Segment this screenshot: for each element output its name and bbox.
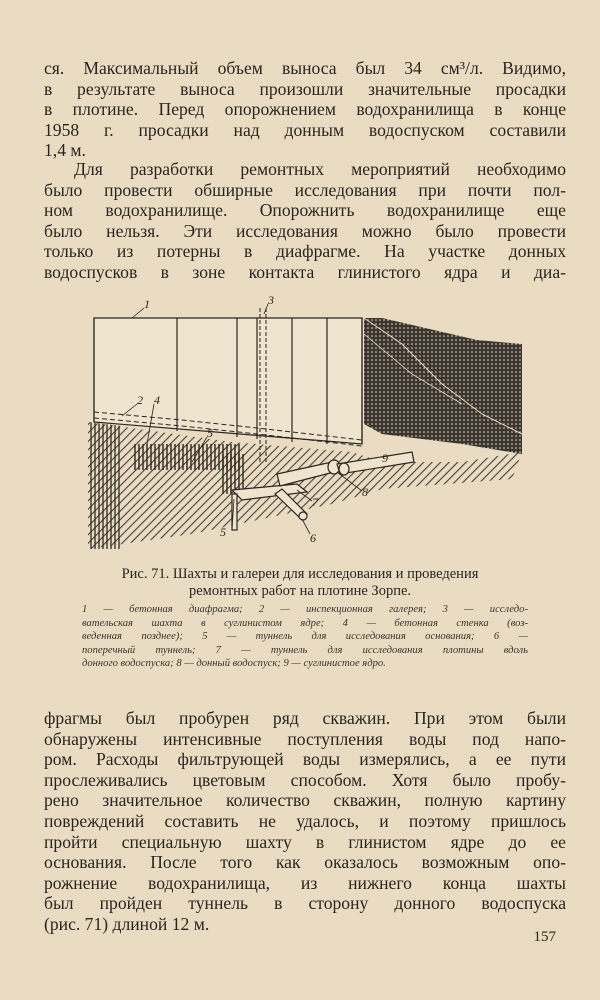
label-7: 7: [312, 495, 318, 509]
text-line: (рис. 71) длиной 12 м.: [44, 913, 210, 934]
label-1: 1: [144, 297, 150, 311]
text-line: Для разработки ремонтных мероприятий необходимо: [74, 159, 566, 179]
text-line: пройти специальную шахту в глинистом ядре до ее: [44, 831, 566, 852]
text-line: фрагмы был пробурен ряд скважин. При этом были: [44, 708, 566, 728]
label-3: 3: [268, 294, 274, 307]
text-line: рожнение водохранилища, из нижнего конца шахты: [44, 872, 566, 893]
figure-caption-title: [80, 566, 520, 600]
concrete-diaphragm: [94, 318, 362, 444]
text-line: прослеживались цветовым способом. Хотя было пробу-: [44, 769, 566, 790]
text-line: ром. Расходы фильтрующей воды измерялись, а ее пути: [44, 749, 566, 770]
caption-line: Рис. 71. Шахты и галереи для исследования и проведения: [121, 566, 479, 582]
label-4: 4: [154, 393, 160, 407]
clay-core: [364, 318, 522, 454]
paragraph-2: [44, 159, 566, 283]
text-line: ся. Максимальный объем выноса был 34 см³/л. Видимо,: [44, 58, 566, 78]
text-line: водоспусков в зоне контакта глинистого ядра и диа-: [44, 261, 566, 282]
text-line: в плотине. Перед опорожнением водохранилища в конце: [44, 99, 566, 120]
text-line: только из потерны в диафрагме. На участке донных: [44, 241, 566, 262]
label-5b: 5: [220, 525, 226, 539]
legend-line: вательская шахта в суглинистом ядре; 4 — бетонная стенка (воз-: [82, 617, 528, 629]
label-8: 8: [362, 485, 368, 499]
legend-line: веденная позднее); 5 — туннель для исследования основания; 6 —: [82, 631, 528, 643]
label-2: 2: [137, 393, 143, 407]
paragraph-1: [44, 58, 566, 161]
text-line: обнаружены интенсивные поступления воды под напо-: [44, 728, 566, 749]
paragraph-3: [44, 708, 566, 935]
text-line: было провести обширные исследования при почти пол-: [44, 179, 566, 200]
label-9: 9: [382, 451, 388, 465]
legend-line: донного водоспуска; 8 — донный водоспуск; 9 — суглинистое ядро.: [82, 658, 386, 670]
dam-figure-71: [82, 294, 532, 554]
page-number: 157: [533, 929, 556, 945]
text-line: повреждений составить не удалось, и поэтому пришлось: [44, 810, 566, 831]
text-line: был пройден туннель в сторону донного водоспуска: [44, 893, 566, 914]
text-line: рено значительное количество скважин, полную картину: [44, 790, 566, 811]
label-5: 5: [207, 426, 213, 440]
text-line: 1,4 м.: [44, 140, 86, 161]
text-line: было нельзя. Эти исследования можно было провести: [44, 220, 566, 241]
text-line: основания. После того как оказалось возможным опо-: [44, 852, 566, 873]
legend-line: поперечный туннель; 7 — туннель для исследования плотины вдоль: [82, 644, 528, 656]
text-line: в результате выноса произошли значительные просадки: [44, 78, 566, 99]
text-line: 1958 г. просадки над донным водоспуском составили: [44, 119, 566, 140]
text-line: ном водохранилище. Опорожнить водохранилище еще: [44, 200, 566, 221]
label-6: 6: [310, 531, 316, 545]
caption-line: ремонтных работ на плотине Зорпе.: [188, 583, 412, 599]
legend-line: 1 — бетонная диафрагма; 2 — инспекционная галерея; 3 — исследо-: [82, 604, 528, 615]
figure-caption-legend: [82, 603, 528, 671]
